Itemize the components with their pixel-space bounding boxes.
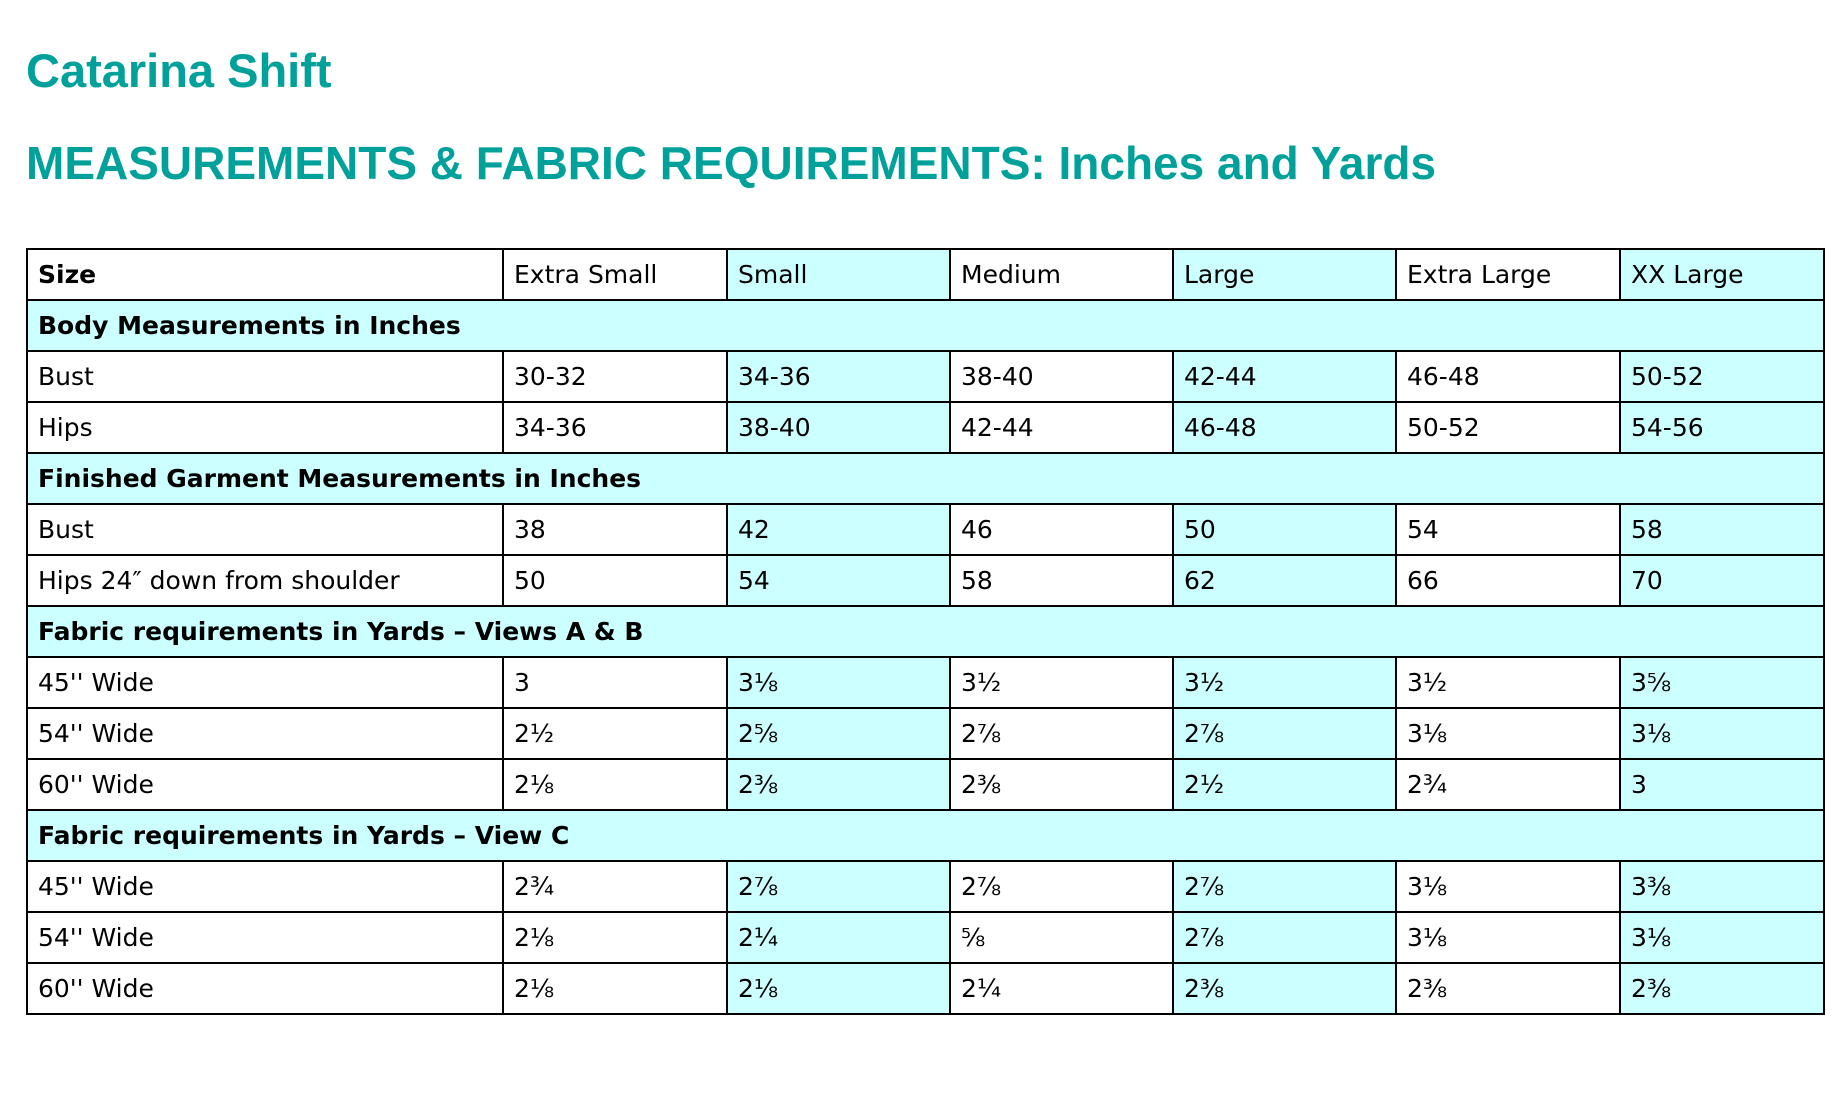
table-cell: 34-36 (503, 402, 727, 453)
table-cell: 2⅛ (503, 963, 727, 1014)
table-cell: 2⅞ (727, 861, 950, 912)
size-column-extra-small: Extra Small (503, 249, 727, 300)
section-header-row (27, 606, 1824, 657)
table-cell: 42 (727, 504, 950, 555)
size-column-small: Small (727, 249, 950, 300)
section-title: Body Measurements in Inches (27, 300, 1824, 351)
section-header-row (27, 810, 1824, 861)
table-cell: 3⅛ (727, 657, 950, 708)
table-cell: 38-40 (727, 402, 950, 453)
table-cell: 58 (950, 555, 1173, 606)
table-cell: 3⅛ (1396, 912, 1620, 963)
table-cell: 2⅜ (1396, 963, 1620, 1014)
section-title: Finished Garment Measurements in Inches (27, 453, 1824, 504)
table-cell: 2½ (1173, 759, 1396, 810)
table-cell: 3⅛ (1396, 708, 1620, 759)
table-cell: 50-52 (1620, 351, 1824, 402)
table-cell: 46 (950, 504, 1173, 555)
size-header-label: Size (27, 249, 503, 300)
row-label: Bust (27, 351, 503, 402)
table-cell: 38-40 (950, 351, 1173, 402)
size-column-large: Large (1173, 249, 1396, 300)
table-cell: 3½ (1173, 657, 1396, 708)
table-cell: 46-48 (1173, 402, 1396, 453)
table-cell: 2⅜ (1620, 963, 1824, 1014)
table-row (27, 708, 1824, 759)
table-cell: 2¼ (727, 912, 950, 963)
table-row (27, 504, 1824, 555)
table-cell: 50-52 (1396, 402, 1620, 453)
table-cell: 3 (1620, 759, 1824, 810)
table-cell: 2⅞ (1173, 912, 1396, 963)
table-row (27, 351, 1824, 402)
table-row (27, 963, 1824, 1014)
table-cell: 2⅛ (503, 759, 727, 810)
table-cell: 2⅛ (503, 912, 727, 963)
document-title: Catarina Shift (26, 44, 332, 97)
table-cell: 54 (1396, 504, 1620, 555)
table-cell: 3⅛ (1620, 912, 1824, 963)
table-cell: ⅝ (950, 912, 1173, 963)
section-header-row (27, 300, 1824, 351)
table-cell: 50 (503, 555, 727, 606)
table-cell: 66 (1396, 555, 1620, 606)
size-chart-table (26, 248, 1825, 1015)
table-cell: 58 (1620, 504, 1824, 555)
table-cell: 54-56 (1620, 402, 1824, 453)
table-cell: 70 (1620, 555, 1824, 606)
table-cell: 3⅛ (1620, 708, 1824, 759)
table-cell: 3⅝ (1620, 657, 1824, 708)
table-cell: 30-32 (503, 351, 727, 402)
table-cell: 3½ (1396, 657, 1620, 708)
header-row (27, 249, 1824, 300)
table-row (27, 912, 1824, 963)
table-cell: 3⅜ (1620, 861, 1824, 912)
table-cell: 3⅛ (1396, 861, 1620, 912)
table-cell: 2⅛ (727, 963, 950, 1014)
table-row (27, 402, 1824, 453)
size-column-medium: Medium (950, 249, 1173, 300)
row-label: 60'' Wide (27, 759, 503, 810)
table-cell: 54 (727, 555, 950, 606)
table-row (27, 759, 1824, 810)
table-cell: 2¾ (1396, 759, 1620, 810)
table-cell: 34-36 (727, 351, 950, 402)
section-title: Fabric requirements in Yards – Views A & B (27, 606, 1824, 657)
table-cell: 38 (503, 504, 727, 555)
row-label: 45'' Wide (27, 657, 503, 708)
row-label: Hips (27, 402, 503, 453)
table-cell: 42-44 (1173, 351, 1396, 402)
table-cell: 2⅜ (950, 759, 1173, 810)
table-cell: 2⅜ (727, 759, 950, 810)
table-row (27, 657, 1824, 708)
row-label: 54'' Wide (27, 708, 503, 759)
table-cell: 2½ (503, 708, 727, 759)
table-row (27, 555, 1824, 606)
row-label: 60'' Wide (27, 963, 503, 1014)
table-row (27, 861, 1824, 912)
table-cell: 2¾ (503, 861, 727, 912)
table-cell: 2⅞ (950, 708, 1173, 759)
table-cell: 2⅜ (1173, 963, 1396, 1014)
table-cell: 2⅞ (1173, 708, 1396, 759)
section-title: Fabric requirements in Yards – View C (27, 810, 1824, 861)
table-cell: 50 (1173, 504, 1396, 555)
row-label: Bust (27, 504, 503, 555)
table-cell: 42-44 (950, 402, 1173, 453)
row-label: 45'' Wide (27, 861, 503, 912)
table-cell: 46-48 (1396, 351, 1620, 402)
size-column-extra-large: Extra Large (1396, 249, 1620, 300)
table-cell: 2⅞ (950, 861, 1173, 912)
row-label: Hips 24″ down from shoulder (27, 555, 503, 606)
row-label: 54'' Wide (27, 912, 503, 963)
section-header-row (27, 453, 1824, 504)
table-cell: 3½ (950, 657, 1173, 708)
table-cell: 3 (503, 657, 727, 708)
document-subtitle: MEASUREMENTS & FABRIC REQUIREMENTS: Inches and Yards (26, 137, 1437, 189)
table-cell: 2⅞ (1173, 861, 1396, 912)
table-cell: 2¼ (950, 963, 1173, 1014)
table-cell: 62 (1173, 555, 1396, 606)
size-column-xx-large: XX Large (1620, 249, 1824, 300)
table-cell: 2⅝ (727, 708, 950, 759)
